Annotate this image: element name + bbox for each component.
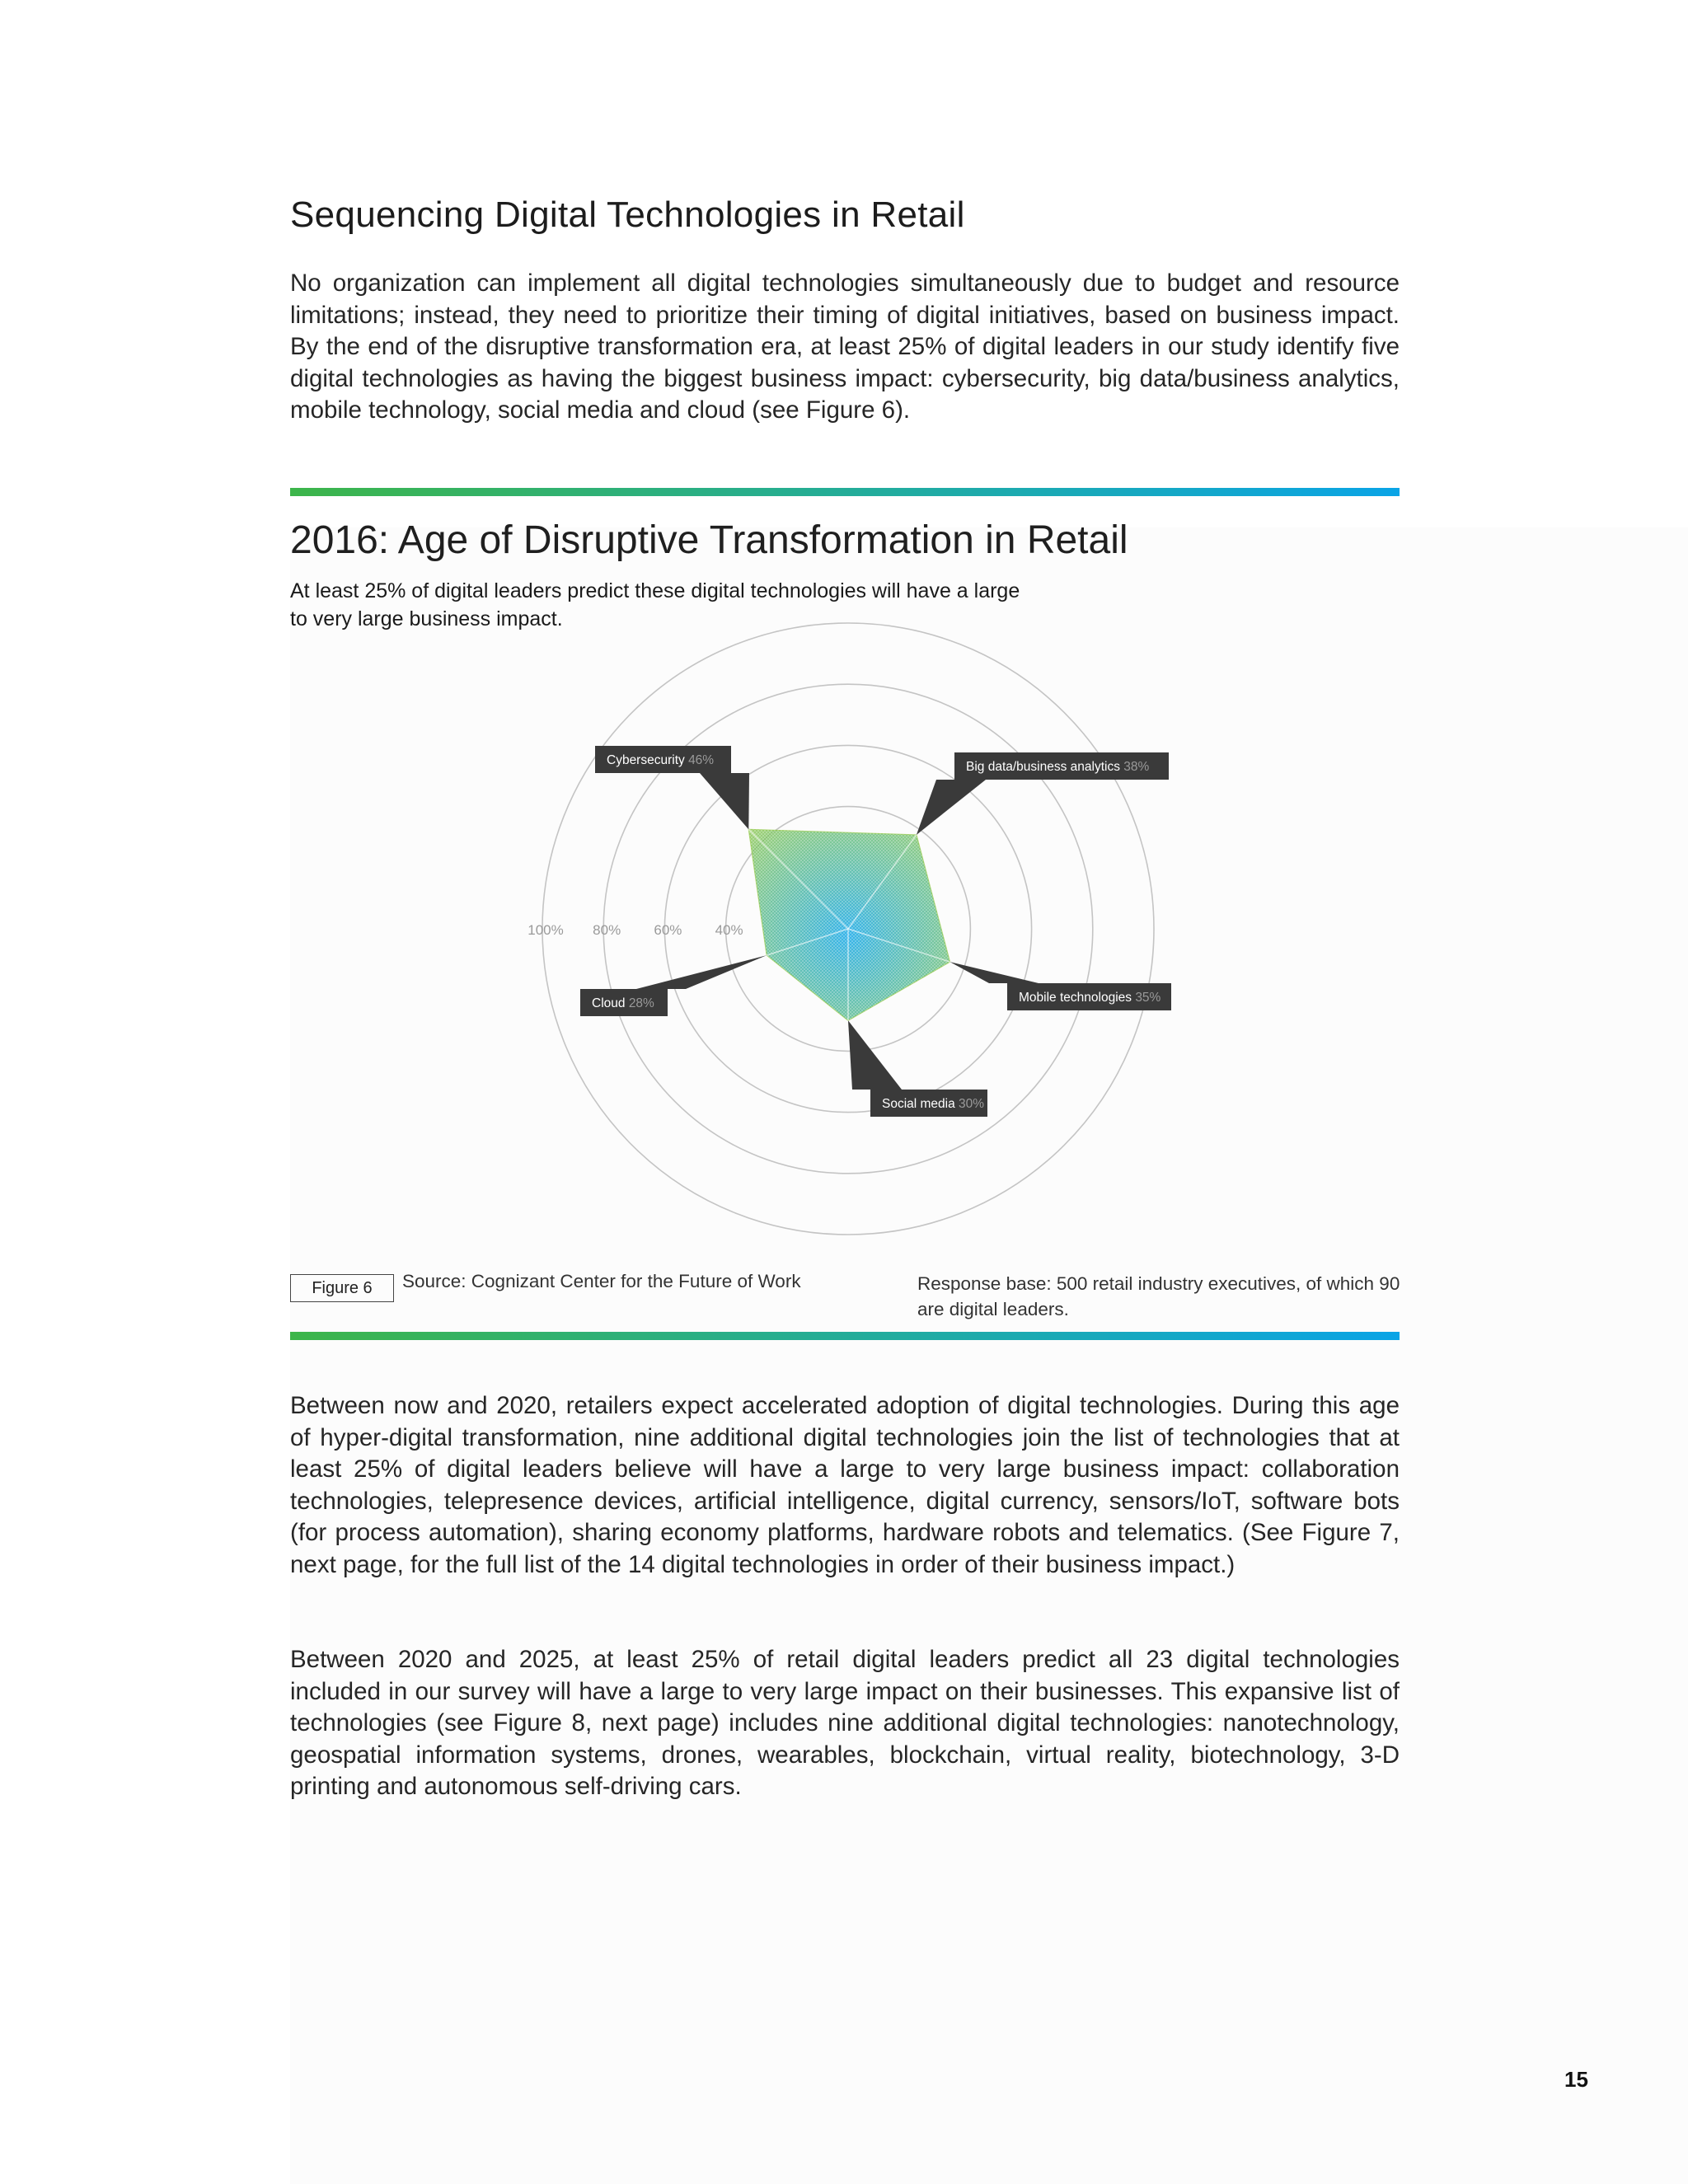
- body-paragraph-1: Between now and 2020, retailers expect accelerated adoption of digital technologies. During this age of hyper-digital transformation, nine additional digital technologies join the list of technologies that at least 25% of digital leaders believe will have a large to very large business impact: collaboration technologies, telepresence devices, artificial intelligence, digital currency, sensors/IoT, software bots (for process automation), sharing economy platforms, hardware robots and telematics. (See Figure 7, next page, for the full list of the 14 digital technologies in order of their business impact.): [290, 1392, 1400, 1578]
- radar-ring-labels: [528, 922, 743, 938]
- callout-pointer: [917, 780, 986, 835]
- figure-top-rule: [290, 488, 1400, 496]
- callout-value: 38%: [1123, 760, 1150, 774]
- ring-label: 100%: [528, 922, 564, 938]
- callout-label: [882, 1097, 984, 1111]
- callout-label: [966, 760, 1150, 774]
- callout-value: 30%: [959, 1097, 985, 1111]
- callout-category: Big data/business analytics: [966, 760, 1124, 774]
- radar-chart: [290, 610, 1400, 1253]
- figure-label: Figure 6: [290, 1274, 394, 1302]
- callout-pointer: [636, 955, 767, 989]
- callout-category: Mobile technologies: [1019, 991, 1136, 1005]
- ring-label: 40%: [715, 922, 743, 938]
- body-paragraph-2: Between 2020 and 2025, at least 25% of retail digital leaders predict all 23 digital technologies included in our survey will have a large to very large impact on their businesses. This expansive list of technologies (see Figure 8, next page) includes nine additional digital technologies: nanotechnology, geospatial information systems, drones, wearables, blockchain, virtual reality, biotechnology, 3-D printing and autonomous self-driving cars.: [290, 1646, 1400, 1800]
- callout-value: 46%: [688, 753, 715, 767]
- callout-value: 35%: [1135, 991, 1161, 1005]
- figure-subtitle: At least 25% of digital leaders predict these digital technologies will have a large to very large business impact.: [290, 579, 1020, 630]
- callout-value: 28%: [628, 996, 654, 1010]
- callout-label: [592, 996, 654, 1010]
- ring-label: 60%: [654, 922, 682, 938]
- callout-label: [607, 753, 714, 767]
- figure-source: Source: Cognizant Center for the Future of Work: [402, 1271, 801, 1291]
- callout-category: Cybersecurity: [607, 753, 689, 767]
- radar-polygon-texture: [748, 829, 950, 1020]
- section-title: Sequencing Digital Technologies in Retail: [290, 194, 965, 235]
- callout-category: Cloud: [592, 996, 629, 1010]
- figure-title: 2016: Age of Disruptive Transformation in Retail: [290, 518, 1128, 562]
- radar-data-shape: [748, 829, 950, 1020]
- callout-pointer: [848, 1020, 902, 1090]
- page-number: 15: [1564, 2067, 1588, 2092]
- callout-label: [1019, 991, 1161, 1005]
- figure-response-base: Response base: 500 retail industry executives, of which 90 are digital leaders.: [917, 1273, 1400, 1319]
- callout-pointer: [950, 962, 1039, 983]
- callout-category: Social media: [882, 1097, 959, 1111]
- ring-label: 80%: [593, 922, 621, 938]
- callout-pointer: [700, 773, 749, 829]
- figure-bottom-rule: [290, 1332, 1400, 1340]
- intro-paragraph: No organization can implement all digital technologies simultaneously due to budget and resource limitations; instead, they need to prioritize their timing of digital initiatives, based on business impact. By the end of the disruptive transformation era, at least 25% of digital leaders in our study identify five digital technologies as having the biggest business impact: cybersecurity, big data/business analytics, mobile technology, social media and cloud (see Figure 6).: [290, 269, 1400, 424]
